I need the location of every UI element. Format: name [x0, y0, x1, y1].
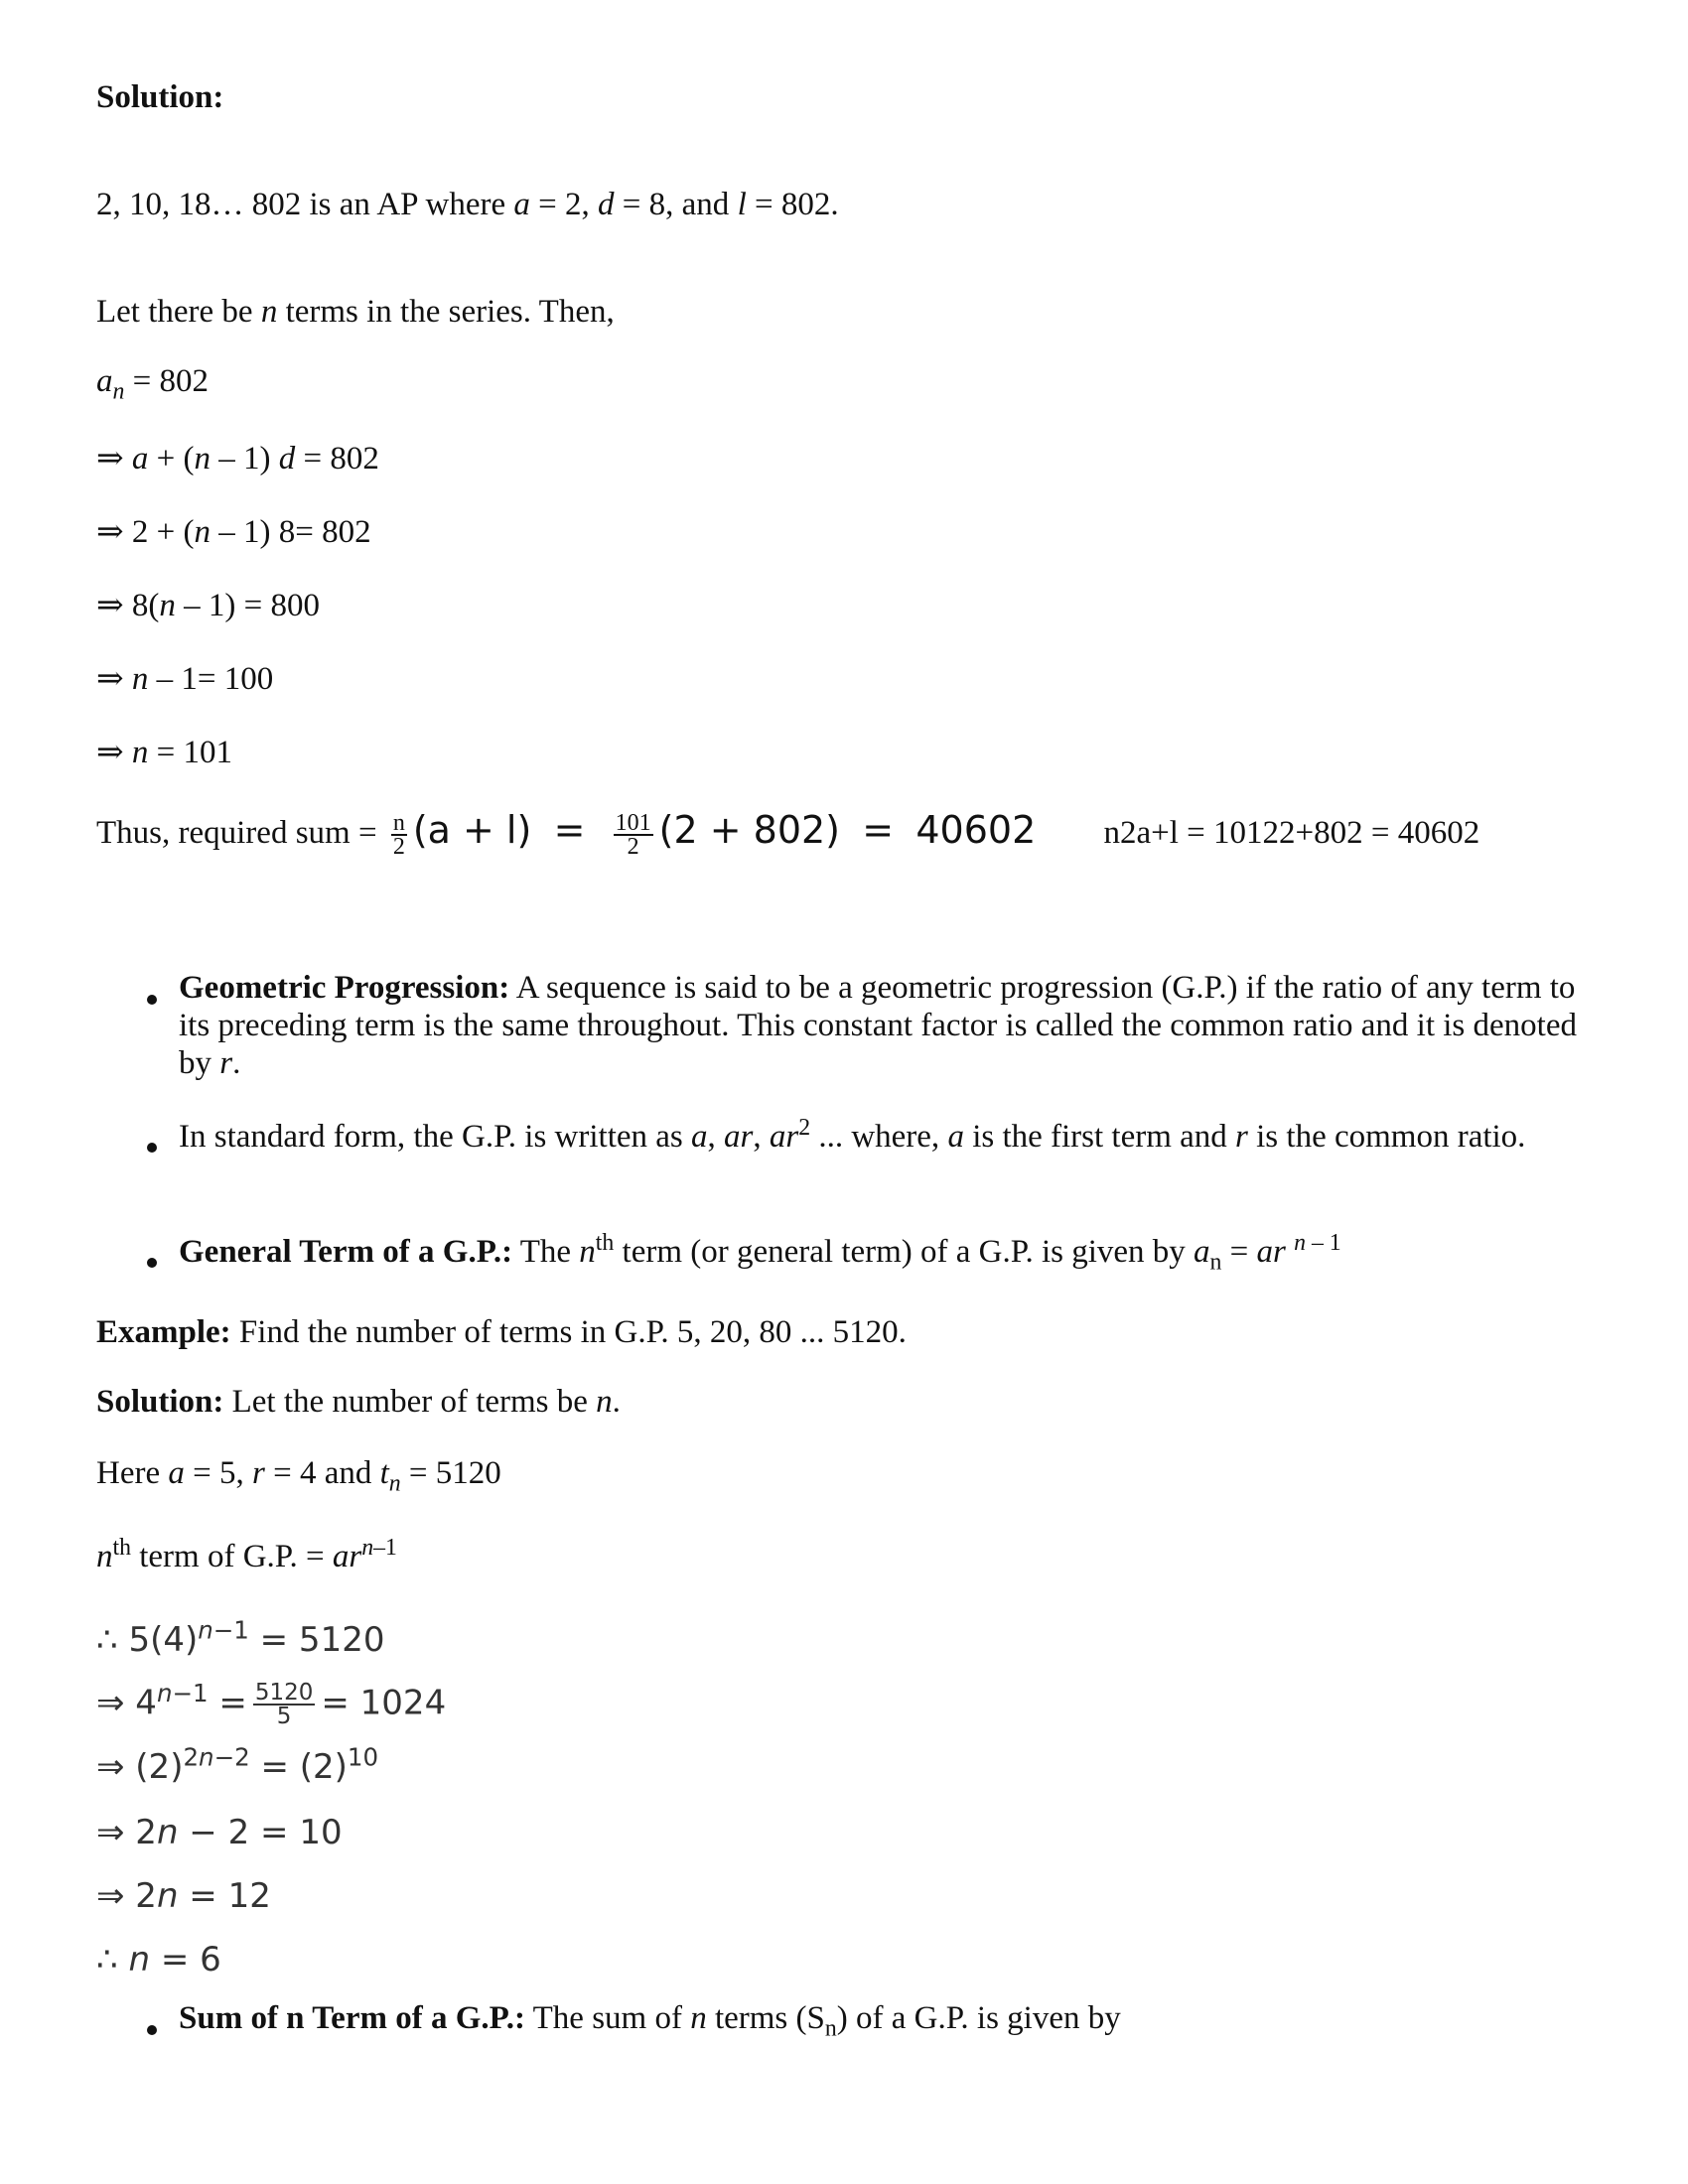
bullet-general-term: General Term of a G.P.: The $n^{th}$ term (or general term) of a G.P. is given by $a_n$ = ar $^{n - 1}$	[179, 1230, 1341, 1276]
fraction-n-over-2: $\frac{n}{2}$	[392, 810, 405, 861]
bullet-dot	[147, 1143, 157, 1153]
solution-heading: Solution:	[96, 79, 224, 115]
expr-a-plus-l: (a + l)	[412, 808, 532, 852]
solution2-line: Solution: Let the number of terms be n.	[96, 1384, 621, 1420]
ap-step-3: ⇒ 2 + (n – 1) 8= 802	[96, 514, 371, 550]
bullet-geometric-progression: Geometric Progression: A sequence is said to be a geometric progression (G.P.) if the ratio of any term to its preceding term is the same throughout. This constant factor is called the common ratio and it is denoted by r.	[179, 970, 1577, 1081]
nth-term-line: $n^{th}$ term of G.P. = $ar^{n-1}$	[96, 1535, 397, 1574]
gp-step-1: ∴ $5(4)^{n-1} = 5120$	[96, 1615, 385, 1660]
ap-step-1: $a_n = 802$	[96, 363, 209, 405]
example-line: Example: Find the number of terms in G.P. 5, 20, 80 ... 5120.	[96, 1314, 907, 1350]
gp-step-2: ⇒ $4^{n-1}$ = $\frac{5120}{5}$ = 1024	[96, 1679, 447, 1729]
sum-line: Thus, required sum = $\frac{n}{2}$ (a + l) = $\frac{101}{2}$ (2 + 802) = 40602 n2a+l = 10122+802 = 40602	[96, 808, 1480, 861]
expr-2-plus-802: (2 + 802)	[658, 808, 841, 852]
ap-step-5: ⇒ n – 1= 100	[96, 661, 274, 697]
sum-alt-text: n2a+l = 10122+802 = 40602	[1103, 815, 1480, 851]
bullet-dot	[147, 1258, 157, 1268]
ap-step-6: ⇒ n = 101	[96, 735, 233, 770]
ap-step-4: ⇒ 8(n – 1) = 800	[96, 588, 320, 623]
bullet-sum-of-n-terms: Sum of n Term of a G.P.: The sum of n terms $(S_n)$ of a G.P. is given by	[179, 2000, 1121, 2042]
bullet-dot	[147, 995, 157, 1005]
ap-step-2: ⇒ a + (n – 1) d = 802	[96, 441, 379, 477]
gp-step-3: ⇒ $(2)^{2n-2} = (2)^{10}$	[96, 1742, 379, 1787]
bullet-dot	[147, 2025, 157, 2035]
gp-step-5: ⇒ 2n = 12	[96, 1876, 271, 1916]
bullet-standard-form: In standard form, the G.P. is written as a, ar, $ar^2$ ... where, a is the first term and r is the common ratio.	[179, 1115, 1526, 1155]
gp-step-6: ∴ n = 6	[96, 1940, 221, 1979]
gp-step-4: ⇒ 2n − 2 = 10	[96, 1813, 343, 1852]
sum-prefix: Thus, required sum =	[96, 815, 377, 851]
here-line: Here a = 5, r = 4 and $t_n = 5120$	[96, 1455, 501, 1497]
sum-result: 40602	[915, 808, 1037, 852]
ap-intro-line: 2, 10, 18… 802 is an AP where a = 2, d = 8, and l = 802.	[96, 187, 839, 222]
fraction-101-over-2: $\frac{101}{2}$	[615, 810, 651, 861]
let-n-terms-line: Let there be n terms in the series. Then,	[96, 294, 615, 330]
